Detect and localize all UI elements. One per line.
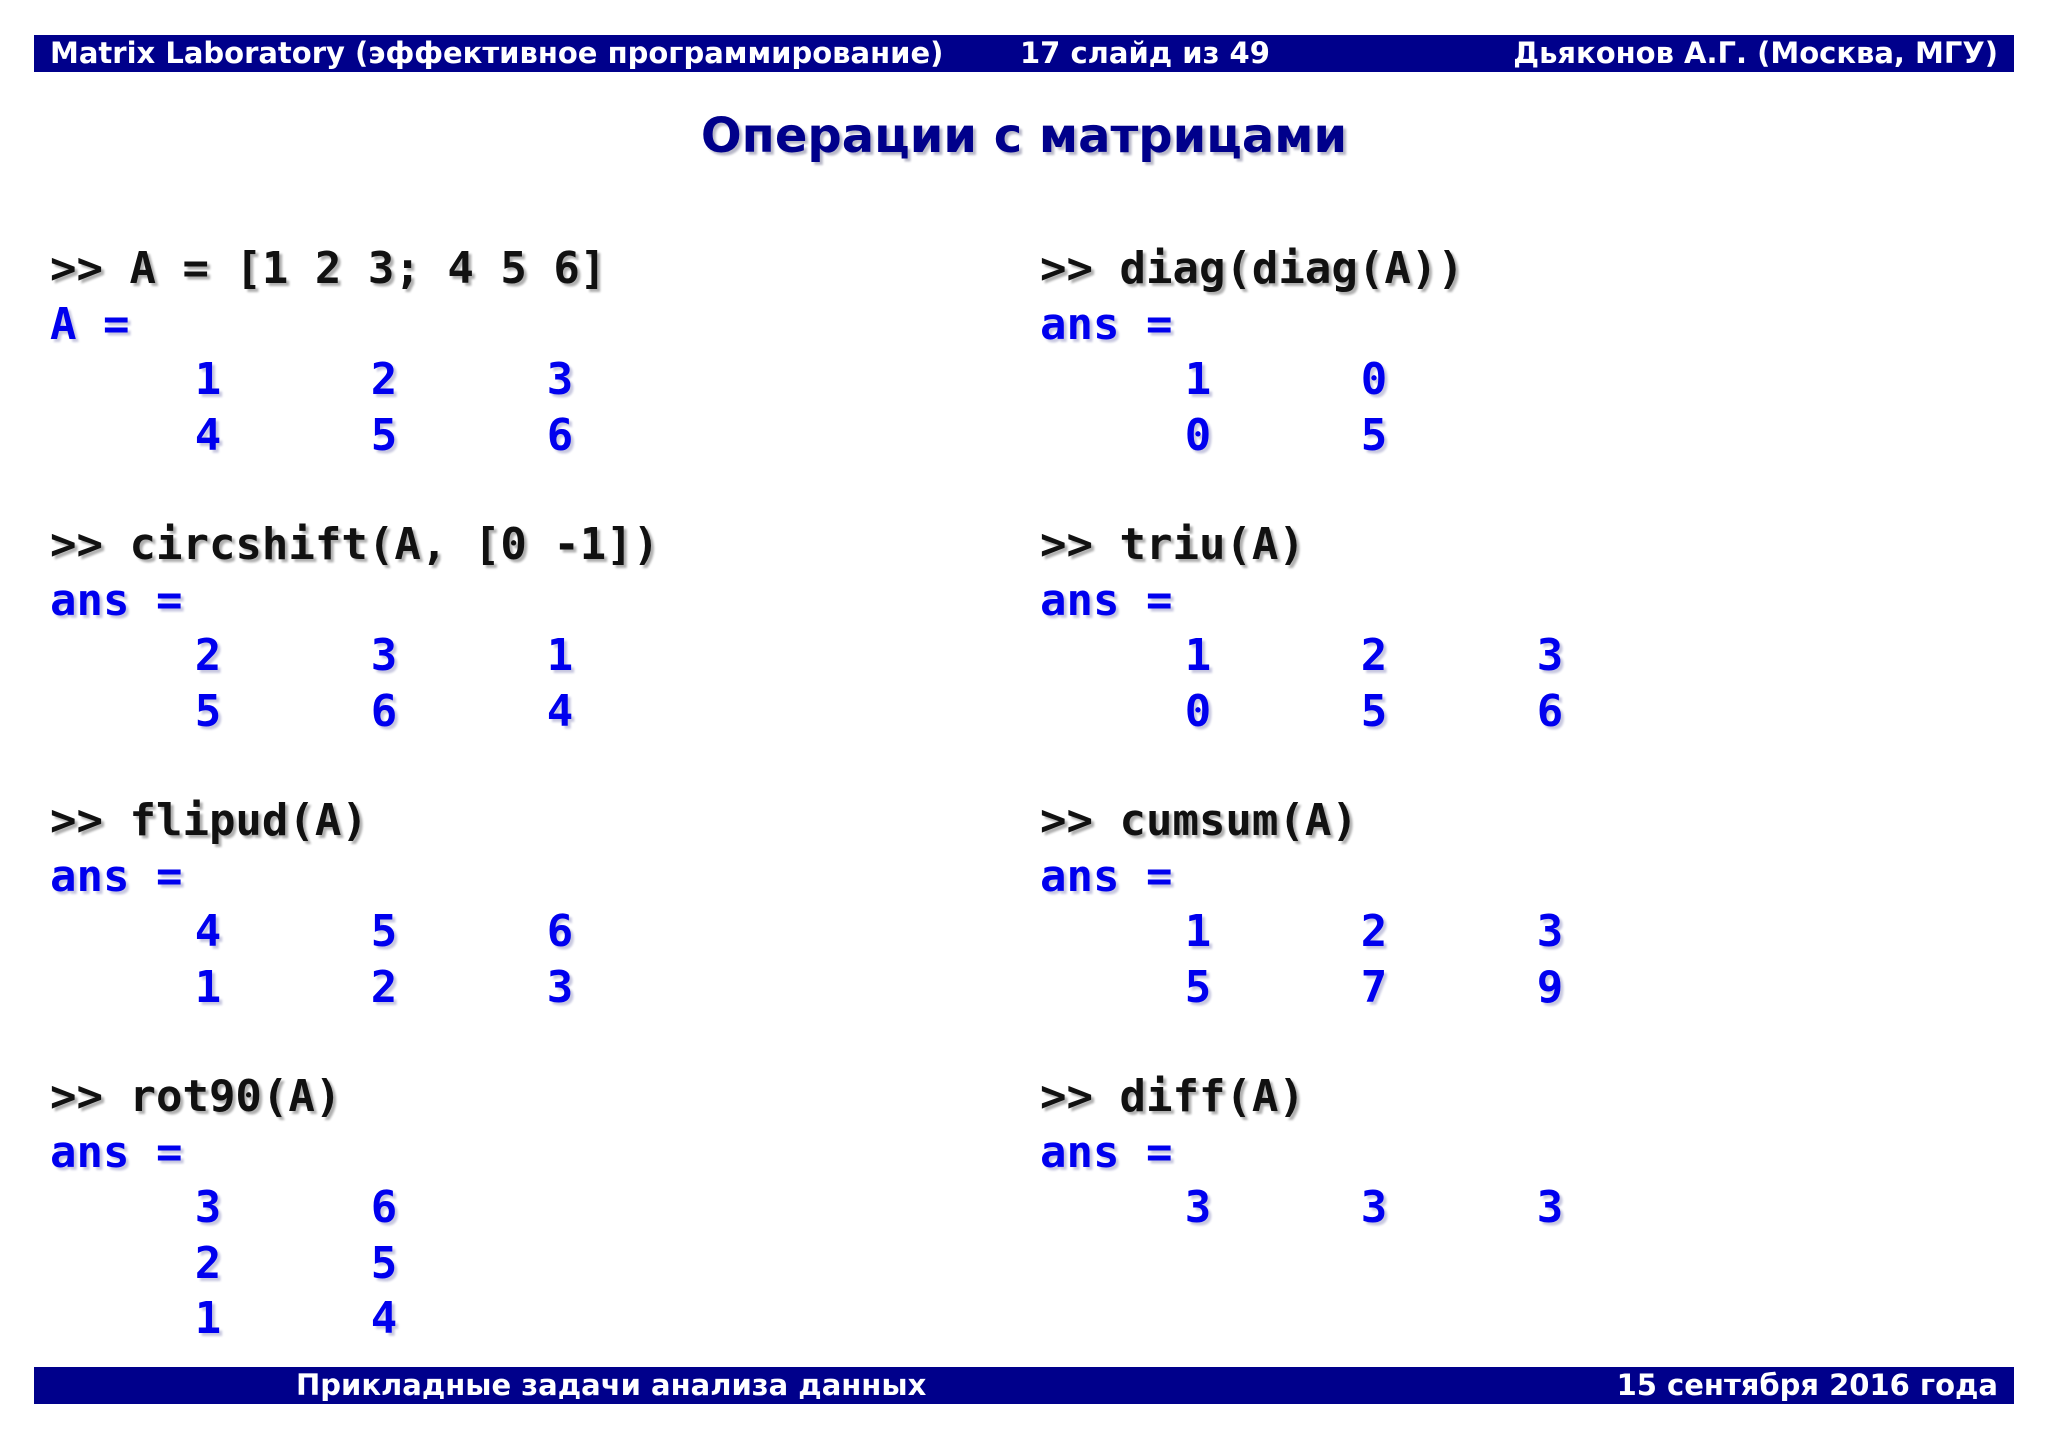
matrix-cell: 7 (1360, 961, 1388, 1013)
code-block-circshift (50, 517, 659, 739)
header-author: Дьяконов А.Г. (Москва, МГУ) (1513, 36, 1998, 70)
result-label: ans = (50, 850, 183, 902)
matrix-cell: 6 (370, 685, 398, 737)
matrix-cell: 1 (546, 630, 574, 681)
header-course-title: Matrix Laboratory (эффективное программирование) (50, 36, 944, 70)
matrix-cell: 9 (1536, 961, 1564, 1013)
matrix-cell: 0 (1184, 685, 1212, 737)
matrix-cell: 3 (546, 961, 574, 1013)
command-line: >> triu(A) (1040, 519, 1305, 570)
matrix-row (1040, 1180, 1564, 1236)
matrix-cell: 4 (194, 906, 222, 957)
matrix-cell: 5 (1184, 961, 1212, 1013)
command-line: >> flipud(A) (50, 795, 368, 846)
matrix-cell: 4 (546, 685, 574, 737)
matrix-cell: 5 (370, 1237, 398, 1289)
matrix-cell: 1 (194, 961, 222, 1013)
matrix-row (1040, 628, 1564, 684)
matrix-cell: 0 (1360, 354, 1388, 405)
header-slide-counter: 17 слайд из 49 (1020, 36, 1270, 70)
matrix-row (50, 408, 606, 464)
matrix-cell: 5 (1360, 409, 1388, 461)
result-label: ans = (1040, 850, 1173, 902)
code-block-diff (1040, 1069, 1564, 1236)
matrix-row (50, 960, 574, 1016)
result-label: ans = (50, 1126, 183, 1178)
matrix-cell: 6 (546, 906, 574, 957)
command-line: >> diff(A) (1040, 1071, 1305, 1122)
command-line: >> circshift(A, [0 -1]) (50, 519, 660, 570)
result-label: A = (50, 298, 130, 350)
footer-bar (34, 1367, 2014, 1404)
code-block-define-a (50, 241, 606, 463)
matrix-row (50, 684, 659, 740)
result-label: ans = (1040, 1126, 1173, 1178)
footer-course-name: Прикладные задачи анализа данных (296, 1368, 927, 1402)
matrix-cell: 3 (1536, 630, 1564, 681)
matrix-cell: 5 (194, 685, 222, 737)
matrix-row (50, 904, 574, 960)
code-block-triu (1040, 517, 1564, 739)
command-line: >> cumsum(A) (1040, 795, 1358, 846)
matrix-row (50, 352, 606, 408)
footer-date: 15 сентября 2016 года (1616, 1368, 1998, 1402)
matrix-cell: 5 (370, 906, 398, 957)
matrix-cell: 6 (1536, 685, 1564, 737)
matrix-cell: 5 (370, 409, 398, 461)
matrix-cell: 4 (370, 1293, 398, 1344)
matrix-row (50, 1236, 398, 1292)
header-bar (34, 35, 2014, 72)
matrix-row (1040, 684, 1564, 740)
matrix-row (50, 1180, 398, 1236)
result-label: ans = (1040, 298, 1173, 350)
command-line: >> rot90(A) (50, 1071, 342, 1122)
code-block-diag (1040, 241, 1464, 463)
matrix-row (50, 1291, 398, 1347)
matrix-cell: 2 (370, 354, 398, 405)
command-line: >> diag(diag(A)) (1040, 243, 1464, 294)
matrix-cell: 3 (546, 354, 574, 405)
code-block-cumsum (1040, 793, 1564, 1015)
matrix-cell: 3 (1360, 1182, 1388, 1233)
matrix-cell: 0 (1184, 409, 1212, 461)
matrix-cell: 3 (370, 630, 398, 681)
matrix-cell: 3 (1536, 1182, 1564, 1233)
matrix-cell: 6 (546, 409, 574, 461)
matrix-row (1040, 904, 1564, 960)
matrix-cell: 6 (370, 1182, 398, 1233)
matrix-cell: 3 (194, 1182, 222, 1233)
matrix-cell: 2 (1360, 630, 1388, 681)
matrix-row (1040, 352, 1464, 408)
matrix-cell: 4 (194, 409, 222, 461)
matrix-cell: 3 (1184, 1182, 1212, 1233)
matrix-cell: 2 (194, 1237, 222, 1289)
matrix-cell: 1 (194, 354, 222, 405)
result-label: ans = (50, 574, 183, 626)
slide-title: Операции с матрицами (700, 108, 1348, 164)
matrix-cell: 3 (1536, 906, 1564, 957)
code-block-flipud (50, 793, 574, 1015)
matrix-row (1040, 960, 1564, 1016)
matrix-cell: 1 (1184, 354, 1212, 405)
matrix-row (1040, 408, 1464, 464)
command-line: >> A = [1 2 3; 4 5 6] (50, 243, 607, 294)
matrix-cell: 2 (194, 630, 222, 681)
code-block-rot90 (50, 1069, 398, 1347)
result-label: ans = (1040, 574, 1173, 626)
matrix-cell: 2 (1360, 906, 1388, 957)
matrix-cell: 5 (1360, 685, 1388, 737)
matrix-cell: 1 (1184, 906, 1212, 957)
matrix-cell: 1 (194, 1293, 222, 1344)
matrix-cell: 1 (1184, 630, 1212, 681)
matrix-cell: 2 (370, 961, 398, 1013)
matrix-row (50, 628, 659, 684)
